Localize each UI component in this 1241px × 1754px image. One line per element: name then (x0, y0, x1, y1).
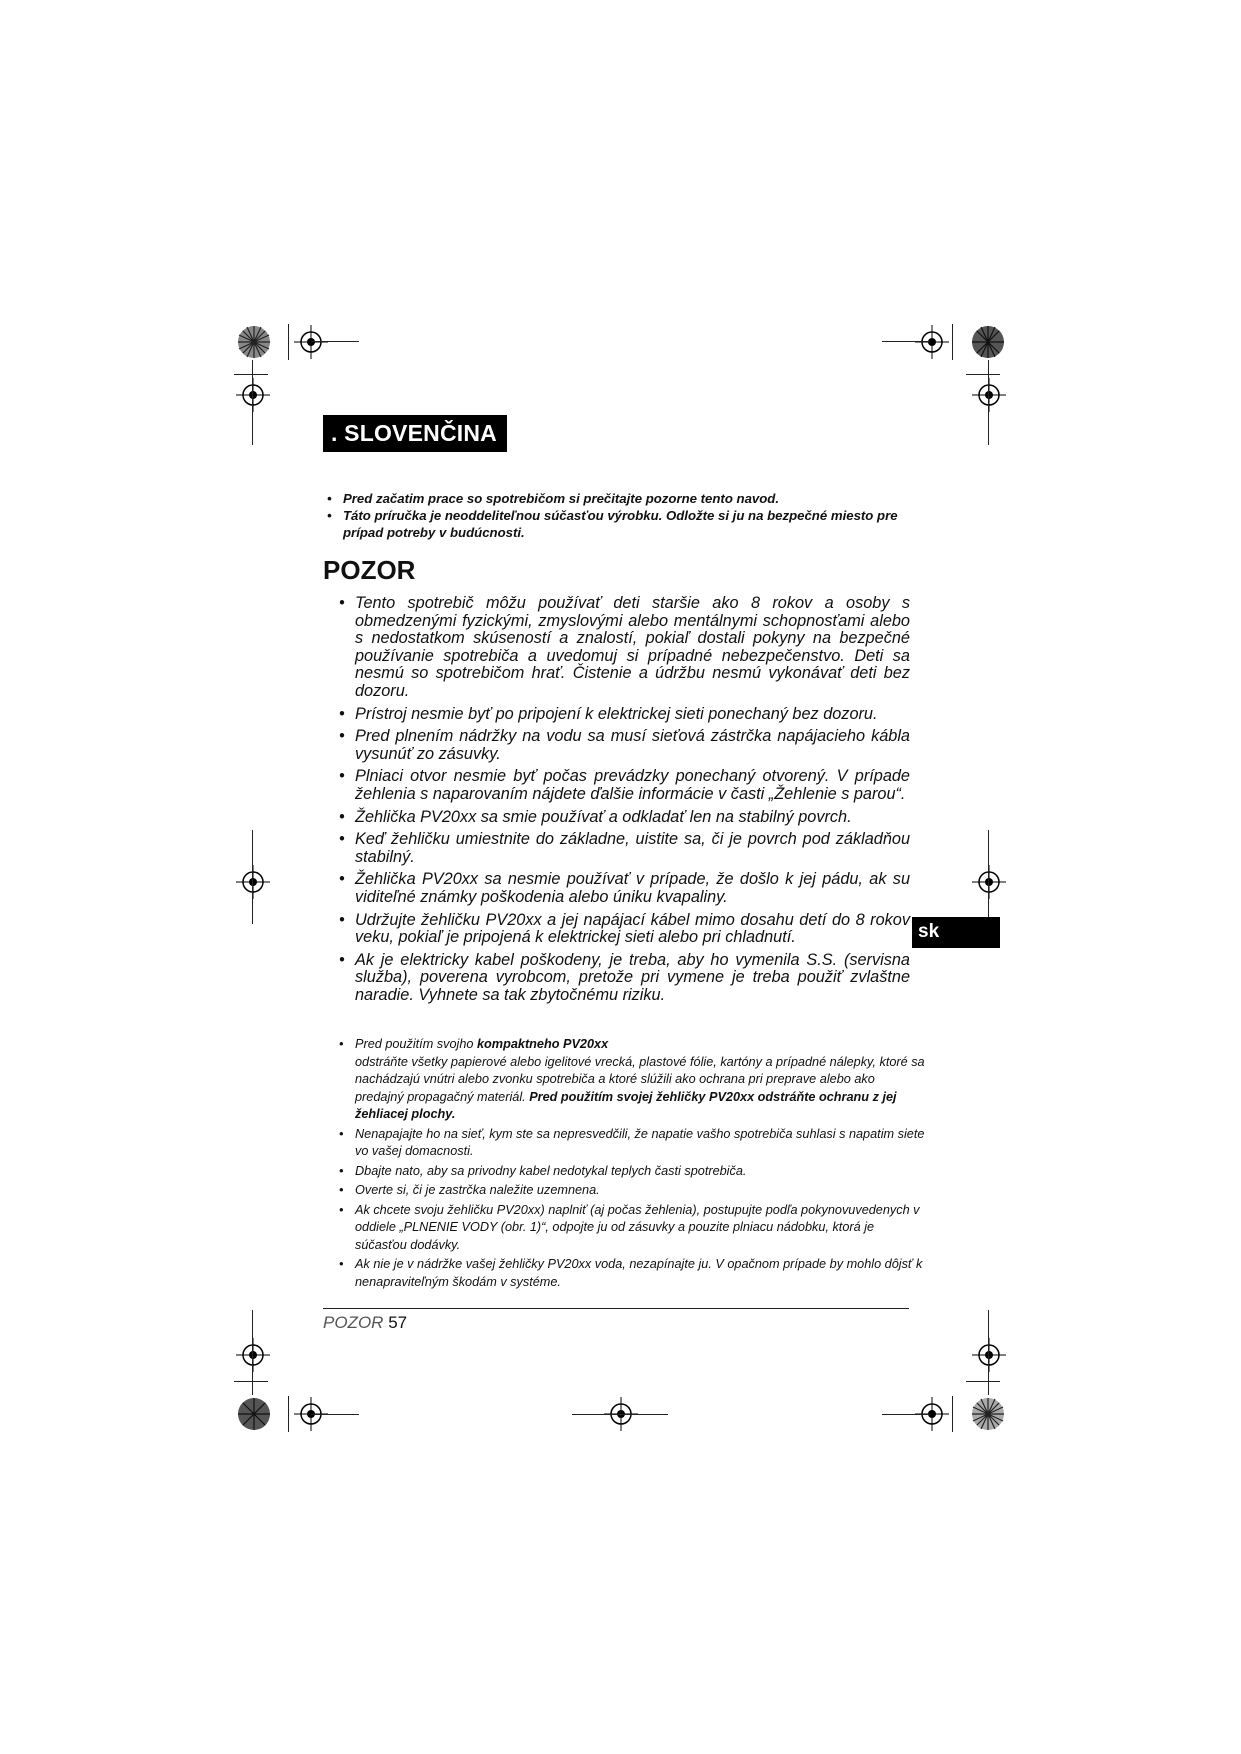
crop-line (988, 830, 989, 924)
registration-mark-icon (236, 1338, 270, 1372)
crop-line (311, 341, 359, 342)
small-item: • Dbajte nato, aby sa privodny kabel nedotykal teplych časti spotrebiča. (339, 1163, 747, 1178)
crop-line (234, 1381, 268, 1382)
small-item: • Nenapajajte ho na sieť, kym ste sa nepresvedčili, že napatie vašho spotrebiča suhlasi s napatim siete vo vašej domacnosti. (339, 1126, 925, 1158)
language-heading: . SLOVENČINA (323, 415, 507, 452)
crop-line (952, 324, 953, 360)
crop-line (572, 1414, 668, 1415)
small-item: • Overte si, či je zastrčka naležite uzemnena. (339, 1183, 600, 1197)
warnings-list (339, 594, 910, 1009)
small-print-list (339, 1036, 925, 1293)
small-item: • Ak chcete svoju žehličku PV20xx) naplniť (aj počas žehlenia), postupujte podľa pokynovuvedenych v oddiele „PLNENIE VODY (obr. 1)“, odpojte ju od zásuvky a pouzite plniacu nádobku, ktorá je súčasťou dodávky. (339, 1202, 920, 1252)
crop-line (252, 360, 253, 445)
color-wheel-icon (971, 1397, 1005, 1431)
crop-line (966, 1381, 1000, 1382)
warning-item: • Udržujte žehličku PV20xx a jej napájací kábel mimo dosahu detí do 8 rokov veku, pokiaľ je pripojená k elektrickej sieti alebo pri chladnutí. (339, 910, 910, 947)
registration-mark-icon (236, 378, 270, 412)
crop-line (882, 1414, 930, 1415)
warning-item: • Tento spotrebič môžu používať deti staršie ako 8 rokov a osoby s obmedzenými fyzickými, zmyslovými alebo mentálnymi schopnosťami alebo s nedostatkom skúseností a znalostí, pokiaľ dostali pokyny na bezpečné používanie spotrebiča a uvedomuj si prípadné nebezpečenstvo. Deti sa nesmú so spotrebičom hrať. Čistenie a údržbu nesmú vykonávať deti bez dozoru. (339, 594, 910, 700)
crop-line (234, 374, 268, 375)
section-title: POZOR (323, 555, 416, 585)
registration-mark-icon (972, 865, 1006, 899)
crop-line (288, 1396, 289, 1432)
crop-line (952, 1396, 953, 1432)
warning-item: • Žehlička PV20xx sa nesmie používať v prípade, že došlo k jej pádu, ak su viditeľné známky poškodenia alebo úniku kvapaliny. (339, 870, 910, 906)
warning-item: • Ak je elektricky kabel poškodeny, je treba, aby ho vymenila S.S. (servisna služba), poverena vyrobcom, pretože pri vymene je treba použiť zvlaštne naradie. Vyhnete sa tak zbytočnému riziku. (339, 950, 910, 1004)
crop-line (252, 1310, 253, 1395)
crop-line (311, 1414, 359, 1415)
crop-line (252, 830, 253, 924)
crop-line (882, 341, 930, 342)
language-tab: sk (912, 917, 1000, 948)
footer-section: POZOR (323, 1313, 384, 1332)
color-wheel-icon (237, 325, 271, 359)
color-wheel-icon (971, 325, 1005, 359)
color-wheel-icon (237, 1397, 271, 1431)
crop-line (988, 1310, 989, 1395)
intro-notes (327, 490, 913, 541)
footer-rule (323, 1308, 909, 1309)
intro-note: • Pred začatim prace so spotrebičom si prečitajte pozorne tento navod. (327, 491, 780, 506)
intro-note: • Táto príručka je neoddeliteľnou súčasťou výrobku. Odložte si ju na bezpečné miesto pre prípad potreby v budúcnosti. (327, 508, 898, 540)
warning-item: • Keď žehličku umiestnite do základne, uistite sa, či je povrch pod základňou stabilný. (339, 830, 910, 866)
warning-item: • Žehlička PV20xx sa smie používať a odkladať len na stabilný povrch. (339, 807, 852, 826)
registration-mark-icon (972, 378, 1006, 412)
page-number: 57 (388, 1313, 408, 1332)
registration-mark-icon (915, 325, 949, 359)
compact-note: • Pred použitím svojho kompaktneho PV20xx odstráňte všetky papierové alebo igelitové vrecká, plastové fólie, kartóny a prípadné nálepky, ktoré sa nachádzajú vnútri alebo zvonku spotrebiča a ktoré slúžili ako ochrana pri preprave alebo ako predajný propagačný materiál. Pred použitím svojej žehličky PV20xx odstráňte ochranu z jej žehliacej plochy. (339, 1037, 925, 1121)
crop-line (988, 360, 989, 445)
warning-item: • Pred plnením nádržky na vodu sa musí sieťová zástrčka napájacieho kábla vysunúť zo zásuvky. (339, 727, 910, 763)
registration-mark-icon (972, 1338, 1006, 1372)
crop-line (288, 324, 289, 360)
page-footer (323, 1313, 407, 1333)
registration-mark-icon (294, 325, 328, 359)
registration-mark-icon (236, 865, 270, 899)
small-item: • Ak nie je v nádržke vašej žehličky PV20xx voda, nezapínajte ju. V opačnom prípade by mohlo dôjsť k nenapraviteľným škodám v systéme. (339, 1257, 923, 1289)
crop-line (966, 374, 1000, 375)
warning-item: • Prístroj nesmie byť po pripojení k elektrickej sieti ponechaný bez dozoru. (339, 704, 878, 723)
warning-item: • Plniaci otvor nesmie byť počas prevádzky ponechaný otvorený. V prípade žehlenia s naparovaním nájdete ďalšie informácie v časti „Žehlenie s parou“. (339, 767, 910, 803)
